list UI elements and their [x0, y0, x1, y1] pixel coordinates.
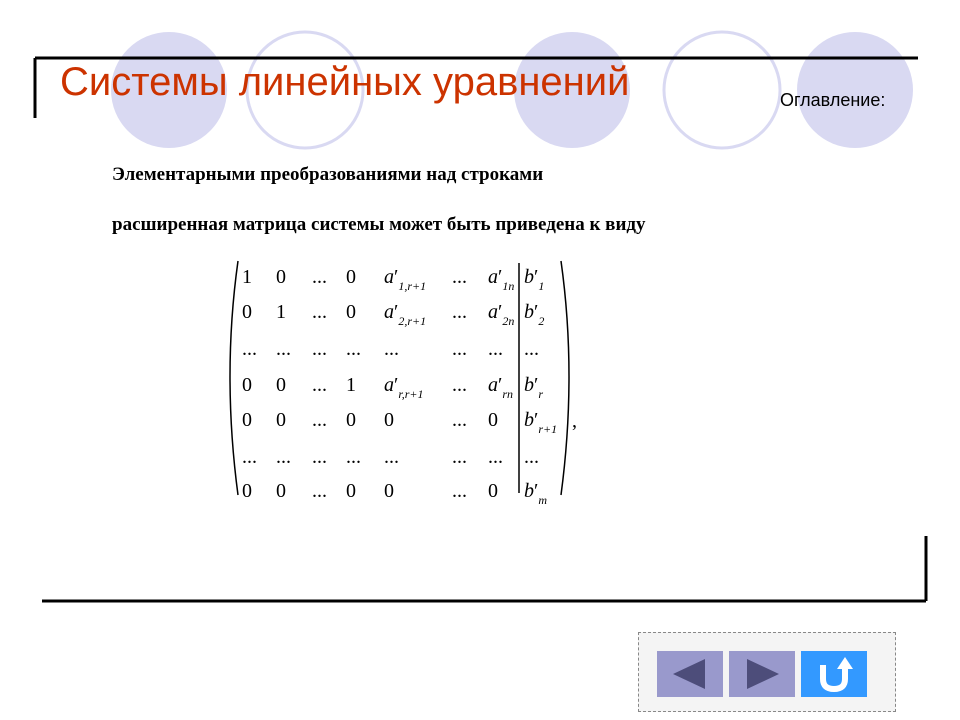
matrix-cell: $a'_{2n}$ [488, 301, 515, 328]
matrix-cell: $a'_{2,r+1}$ [384, 301, 427, 328]
augmented-matrix [224, 255, 604, 505]
trailing-comma: , [572, 410, 577, 432]
matrix-cell: ... [312, 374, 327, 396]
matrix-cell: ... [452, 338, 467, 360]
matrix-cell: 0 [346, 301, 356, 323]
matrix-cell: 0 [346, 266, 356, 288]
matrix-cell: ... [524, 446, 539, 468]
matrix-cell: 0 [276, 374, 286, 396]
matrix-cell: 0 [384, 409, 394, 431]
previous-slide-button[interactable] [657, 651, 723, 697]
next-slide-button[interactable] [729, 651, 795, 697]
matrix-cells [242, 266, 557, 505]
matrix-cell: 0 [242, 409, 252, 431]
matrix-cell: ... [452, 409, 467, 431]
matrix-cell: ... [346, 446, 361, 468]
matrix-cell: 0 [346, 409, 356, 431]
paragraph-line-2: расширенная матрица системы может быть приведена к виду [112, 214, 646, 235]
right-paren [561, 261, 569, 495]
matrix-cell: ... [242, 446, 257, 468]
matrix-cell: 0 [242, 480, 252, 502]
deco-circle [664, 32, 780, 148]
matrix-cell: $a'_{rn}$ [488, 374, 514, 401]
matrix-cell: ... [242, 338, 257, 360]
matrix-cell: ... [384, 446, 399, 468]
matrix-cell: $b'_1$ [524, 266, 545, 293]
matrix-cell: ... [524, 338, 539, 360]
matrix-cell: 1 [242, 266, 252, 288]
matrix-cell: $a'_{r,r+1}$ [384, 374, 424, 401]
matrix-cell: 0 [276, 266, 286, 288]
matrix-cell: ... [384, 338, 399, 360]
matrix-cell: ... [276, 446, 291, 468]
matrix-cell: ... [452, 480, 467, 502]
matrix-cell: ... [312, 338, 327, 360]
matrix-cell: ... [452, 266, 467, 288]
toc-link[interactable]: Оглавление: [780, 90, 886, 110]
matrix-cell: 0 [384, 480, 394, 502]
matrix-cell: ... [312, 266, 327, 288]
left-paren [230, 261, 238, 495]
matrix-cell: ... [312, 480, 327, 502]
matrix-cell: ... [488, 446, 503, 468]
matrix-cell: 1 [346, 374, 356, 396]
navigation-panel [638, 632, 896, 712]
matrix-cell: ... [452, 446, 467, 468]
paragraph-line-1: Элементарными преобразованиями над строками [112, 164, 544, 185]
matrix-cell: $a'_{1n}$ [488, 266, 515, 293]
matrix-cell: $b'_2$ [524, 301, 545, 328]
matrix-cell: 0 [242, 374, 252, 396]
matrix-cell: 1 [276, 301, 286, 323]
matrix-cell: ... [312, 409, 327, 431]
matrix-cell: $b'_r$ [524, 374, 544, 401]
matrix-cell: 0 [346, 480, 356, 502]
matrix-cell: ... [346, 338, 361, 360]
matrix-cell: ... [452, 301, 467, 323]
matrix-cell: ... [312, 301, 327, 323]
matrix-cell: ... [276, 338, 291, 360]
matrix-cell: 0 [276, 409, 286, 431]
slide-title: Системы линейных уравнений [60, 60, 630, 104]
matrix-cell: $b'_m$ [524, 480, 548, 505]
matrix-cell: $b'_{r+1}$ [524, 409, 558, 436]
matrix-cell: ... [312, 446, 327, 468]
return-button[interactable] [801, 651, 867, 697]
matrix-cell: 0 [242, 301, 252, 323]
matrix-cell: ... [452, 374, 467, 396]
matrix-cell: $a'_{1,r+1}$ [384, 266, 427, 293]
matrix-cell: 0 [488, 409, 498, 431]
matrix-cell: 0 [488, 480, 498, 502]
matrix-cell: ... [488, 338, 503, 360]
matrix-cell: 0 [276, 480, 286, 502]
